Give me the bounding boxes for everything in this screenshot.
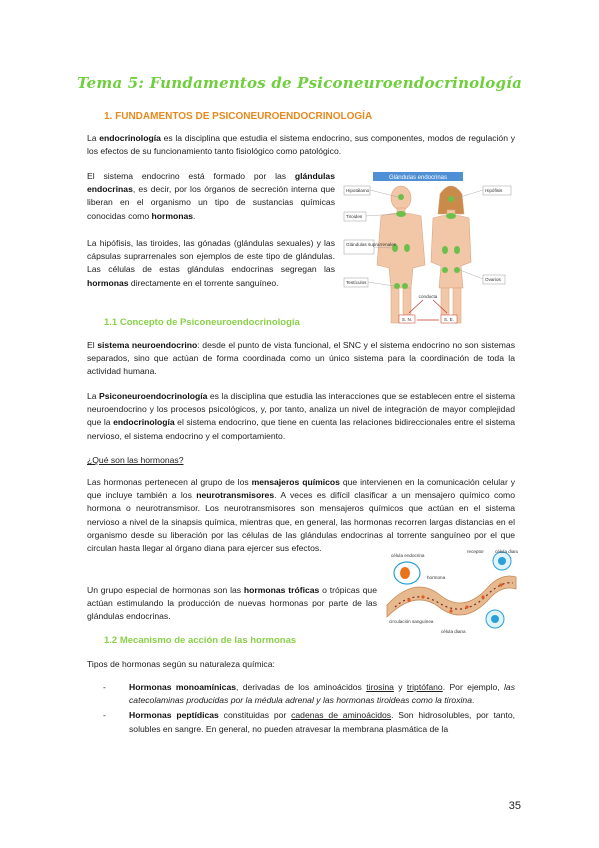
- section-heading-1-1: 1.1 Concepto de Psiconeuroendocrinología: [104, 317, 300, 328]
- page-title: Tema 5: Fundamentos de Psiconeuroendocrinología: [77, 74, 522, 92]
- figure-hormone-circulation: [385, 545, 518, 637]
- label-blood-circulation: circulación sanguínea: [389, 619, 434, 624]
- question-hormones: ¿Qué son las hormonas?: [87, 455, 184, 465]
- paragraph-endocrine-system: El sistema endocrino está formado por las glándulas endocrinas, es decir, por los órganos de secreción interna que liberan en el organismo un tipo de sustancias químicas conocidas como hormonas.: [87, 171, 335, 221]
- endocrine-glands-illustration: [343, 170, 513, 328]
- section-heading-1-2: 1.2 Mecanismo de acción de las hormonas: [104, 635, 297, 646]
- circulation-illustration: [385, 545, 518, 637]
- loop-label-sn: S. N.: [401, 317, 413, 322]
- page-number: 35: [508, 800, 521, 812]
- paragraph-gland-examples: La hipófisis, las tiroides, las gónadas (glándulas sexuales) y las cápsulas suprarrenales son ejemplos de este tipo de glándulas. Las células de estas glándulas endocrinas segregan las hormonas directamente en el torrente sanguíneo.: [87, 238, 335, 288]
- adrenal-right: [404, 244, 410, 252]
- paragraph-neuroendocrine: El sistema neuroendocrino: desde el punto de vista funcional, el SNC y el sistema endocrino no son sistemas separados, sino que actúan de forma coordinada como un único sistema para la coordinación de toda la actividad humana.: [87, 340, 515, 377]
- figure-endocrine-glands: [343, 170, 513, 328]
- label-receptor: receptor: [467, 549, 484, 554]
- adrenal-f-right: [454, 246, 460, 254]
- section-heading-1: 1. FUNDAMENTOS DE PSICONEUROENDOCRINOLOGÍA: [104, 111, 373, 122]
- adrenal-f-left: [442, 246, 448, 254]
- paragraph-hormones-part1: Las hormonas pertenecen al grupo de los mensajeros químicos que intervienen en la comunicación celular y que incluye también a los neurotransmisores. A veces es difícil clasificar a un mensajero químico como hormona o neurotransmisor. Los neurotransmisores son mensajeros químicos que actúan en el sistema nervioso a nivel de la sinapsis química, mientras que, en general, las hormonas recorren largas distancias en el organismo desde su liberación por las células de las glándulas endocrinas al torrente sanguíneo por el que circulan hasta llegar al órgano diana para ejercer sus efectos.: [87, 477, 516, 554]
- label-testes: Testículos: [346, 280, 367, 285]
- hormone-types-list: [103, 681, 515, 738]
- list-item: - Hormonas monoamínicas, derivadas de los aminoácidos tirosina y triptófano. Por ejemplo, las catecolaminas producidas por la médula adrenal y las hormonas tiroideas como la tiroxina.: [103, 682, 515, 706]
- endocrine-cell-nucleus: [400, 567, 410, 579]
- label-hormone: hormona: [427, 575, 446, 580]
- label-endocrine-cell: célula endocrina: [391, 553, 425, 558]
- paragraph-endocrinology: La endocrinología es la disciplina que estudia el sistema endocrino, sus componentes, modos de regulación y los efectos de su funcionamiento tanto fisiológico como patológico.: [87, 133, 515, 157]
- testis-left: [394, 283, 400, 289]
- list-item: - Hormonas peptídicas constituidas por cadenas de aminoácidos. Son hidrosolubles, por tanto, solubles en sangre. En general, no pueden atravesar la membrana plasmática de la: [103, 710, 515, 734]
- pituitary-dot: [448, 196, 454, 202]
- thyroid-female: [446, 213, 456, 219]
- loop-label-se: S. E.: [444, 317, 454, 322]
- label-adrenals: Glándulas suprarrenales: [346, 242, 397, 247]
- paragraph-psychoneuroendocrinology: La Psiconeuroendocrinología es la disciplina que estudia las interacciones que se establecen entre el sistema neuroendocrino y los procesos psicológicos, y, por tanto, analiza un nivel de integración de mayor complejidad que la endocrinología el sistema endocrino, que tiene en cuenta las relaciones bidireccionales entre el sistema nervioso, el sistema endocrino y el comportamiento.: [87, 391, 515, 441]
- ovary-left: [442, 267, 448, 273]
- loop-label-conducta: conducta: [418, 294, 438, 299]
- label-thyroid: Tiroides: [346, 214, 363, 219]
- label-ovaries: Ovarios: [485, 277, 501, 282]
- label-pituitary: Hipófisis: [485, 188, 503, 193]
- label-target-cell-top: célula diana: [495, 549, 518, 554]
- thyroid-male: [396, 211, 406, 217]
- label-hypothalamus: Hipotálamo: [346, 188, 370, 193]
- ovary-right: [454, 267, 460, 273]
- label-target-cell-bottom: célula diana: [441, 629, 466, 634]
- paragraph-trophic-hormones: Un grupo especial de hormonas son las hormonas tróficas o trópicas que actúan estimulando la producción de nuevas hormonas por parte de las glándulas endocrinas.: [87, 585, 377, 622]
- banner-text: Glándulas endocrinas: [388, 175, 448, 181]
- hypothalamus-dot: [398, 194, 404, 200]
- paragraph-types-intro: Tipos de hormonas según su naturaleza química:: [87, 659, 275, 669]
- testis-right: [402, 283, 408, 289]
